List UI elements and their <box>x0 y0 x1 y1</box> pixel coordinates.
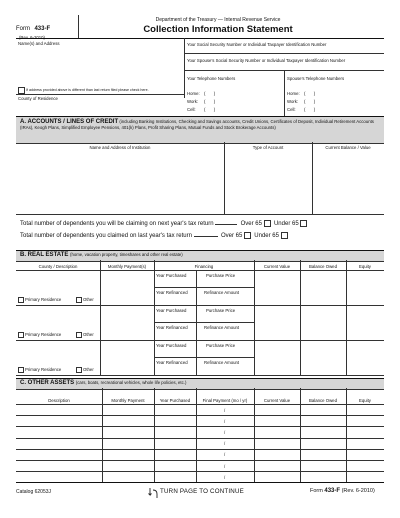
final-payment-slash: / <box>224 418 226 424</box>
refinance-amount-label: Refinance Amount <box>204 290 240 295</box>
section-c-col-monthly: Monthly Payment <box>111 398 145 403</box>
section-c-col-current: Current Value <box>263 398 291 403</box>
section-a-institution-field[interactable] <box>16 162 224 173</box>
primary-residence-checkbox[interactable] <box>18 297 24 303</box>
primary-residence-label: Primary Residence <box>25 332 62 337</box>
footer-form-revision: (Rev. 6-2010) <box>341 488 375 494</box>
refinance-amount-label: Refinance Amount <box>204 325 240 330</box>
section-a-institution-field[interactable] <box>16 172 224 183</box>
final-payment-slash: / <box>224 429 226 435</box>
section-b-col-equity: Equity <box>359 264 371 269</box>
section-a-type-field[interactable] <box>224 162 312 173</box>
footer-form-label: Form <box>310 488 323 494</box>
spouse-home-phone-label: Home: <box>287 91 300 96</box>
financing-divider <box>154 357 254 358</box>
section-a-balance-field[interactable] <box>312 183 384 194</box>
section-b-col-county: County / Description <box>38 264 78 269</box>
section-b-subtitle: (home, vacation property, timeshares and other real estate) <box>70 252 183 257</box>
turn-page-label: TURN PAGE TO CONTINUE <box>160 488 244 495</box>
year-purchased-label: Year Purchased <box>156 308 187 313</box>
year-refinanced-label: Year Refinanced <box>156 290 188 295</box>
section-b-col-financing: Financing <box>194 264 214 269</box>
final-payment-slash: / <box>224 463 226 469</box>
spouse-work-phone-field[interactable]: ( ) <box>304 99 316 104</box>
asset-description-field[interactable] <box>16 404 102 415</box>
other-property-label: Other <box>83 332 94 337</box>
section-c-col-final: Final Payment (mo / yr) <box>202 398 248 403</box>
your-home-phone-label: Home: <box>187 91 200 96</box>
purchase-price-label: Purchase Price <box>206 343 236 348</box>
section-b-header <box>16 250 384 262</box>
page-title: Collection Information Statement <box>143 24 293 35</box>
section-a-type-field[interactable] <box>224 183 312 194</box>
your-work-phone-label: Work: <box>187 99 199 104</box>
final-payment-slash: / <box>224 452 226 458</box>
purchase-price-label: Purchase Price <box>206 308 236 313</box>
other-property-checkbox[interactable] <box>76 367 82 373</box>
real-estate-divider <box>16 305 384 306</box>
section-a-institution-field[interactable] <box>16 151 224 162</box>
section-a-type-field[interactable] <box>224 151 312 162</box>
catalog-number: Catalog 62053J <box>16 489 52 495</box>
last-over65-checkbox[interactable] <box>244 232 251 239</box>
section-a-title: A. ACCOUNTS / LINES OF CREDIT <box>20 119 119 125</box>
dependents-last-year <box>20 232 288 239</box>
section-a-institution-field[interactable] <box>16 193 224 204</box>
financing-split <box>196 340 197 375</box>
section-b-col-monthly: Monthly Payment(s) <box>107 264 147 269</box>
refinance-amount-label: Refinance Amount <box>204 360 240 365</box>
dependents-next-year-label: Total number of dependents you will be claiming on next year's tax return <box>20 221 214 228</box>
asset-description-field[interactable] <box>16 449 102 460</box>
dependents-last-year-label: Total number of dependents you claimed on last year's tax return <box>20 233 192 240</box>
your-cell-phone-field[interactable]: ( ) <box>204 107 216 112</box>
department-name: Department of the Treasury — Internal Revenue Service <box>155 17 281 23</box>
section-b-col-current: Current Value <box>263 264 291 269</box>
asset-description-field[interactable] <box>16 426 102 437</box>
section-a-type-field[interactable] <box>224 204 312 215</box>
asset-description-field[interactable] <box>16 460 102 471</box>
section-a-balance-field[interactable] <box>312 151 384 162</box>
final-payment-slash: / <box>224 474 226 480</box>
section-b-title: B. REAL ESTATE <box>20 252 69 258</box>
section-c-col-equity: Equity <box>359 398 371 403</box>
last-under65-checkbox[interactable] <box>281 232 288 239</box>
real-estate-divider <box>16 375 384 376</box>
next-over65-label: Over 65 <box>240 221 262 228</box>
your-cell-phone-label: Cell: <box>187 107 196 112</box>
your-home-phone-field[interactable]: ( ) <box>204 91 216 96</box>
financing-split <box>196 305 197 340</box>
ssn-label: Your Social Security Number or Individual Taxpayer Identification Number <box>187 42 327 47</box>
spouse-phone-label: Spouse's Telephone Numbers <box>287 76 345 81</box>
purchase-price-label: Purchase Price <box>206 273 236 278</box>
section-a-col-institution: Name and Address of Institution <box>89 145 151 150</box>
county-label: County of Residence <box>18 96 58 101</box>
year-refinanced-label: Year Refinanced <box>156 360 188 365</box>
real-estate-divider <box>16 340 384 341</box>
section-a-balance-field[interactable] <box>312 193 384 204</box>
year-refinanced-label: Year Refinanced <box>156 325 188 330</box>
other-property-label: Other <box>83 297 94 302</box>
section-c-title: C. OTHER ASSETS <box>20 380 75 386</box>
turn-page-icon <box>148 486 158 504</box>
other-property-checkbox[interactable] <box>76 297 82 303</box>
spouse-cell-phone-label: Cell: <box>287 107 296 112</box>
final-payment-slash: / <box>224 407 226 413</box>
last-over65-label: Over 65 <box>220 233 243 240</box>
section-a-type-field[interactable] <box>224 172 312 183</box>
spouse-work-phone-label: Work: <box>287 99 299 104</box>
last-under65-label: Under 65 <box>254 233 279 240</box>
year-purchased-label: Year Purchased <box>156 343 187 348</box>
section-a-institution-field[interactable] <box>16 183 224 194</box>
section-a-balance-field[interactable] <box>312 204 384 215</box>
form-label: Form <box>16 26 30 32</box>
section-a-row-divider <box>16 214 384 215</box>
section-a-header <box>16 116 384 144</box>
asset-description-field[interactable] <box>16 471 102 482</box>
section-c-header <box>16 378 384 390</box>
form-id <box>16 17 136 40</box>
dependents-last-year-field[interactable] <box>194 236 218 237</box>
primary-residence-checkbox[interactable] <box>18 367 24 373</box>
next-under65-label: Under 65 <box>273 221 299 228</box>
section-a-type-field[interactable] <box>224 193 312 204</box>
footer-form-number: 433-F <box>324 488 341 494</box>
form-number: 433-F <box>34 26 51 32</box>
section-a-balance-field[interactable] <box>312 172 384 183</box>
financing-divider <box>154 287 254 288</box>
spouse-ssn-label: Your Spouse's Social Security Number or Individual Taxpayer Identification Number <box>187 58 346 63</box>
footer-form-id <box>310 488 375 494</box>
spouse-home-phone-field[interactable]: ( ) <box>304 91 316 96</box>
section-a-institution-field[interactable] <box>16 204 224 215</box>
primary-residence-label: Primary Residence <box>25 297 62 302</box>
financing-split <box>196 270 197 305</box>
year-purchased-label: Year Purchased <box>156 273 187 278</box>
primary-residence-label: Primary Residence <box>25 367 62 372</box>
your-phone-label: Your Telephone Numbers <box>187 76 236 81</box>
form-revision: (Rev. 6-2010) <box>19 35 45 40</box>
names-address-label: Name(s) and Address <box>18 41 60 46</box>
spouse-cell-phone-field[interactable]: ( ) <box>304 107 316 112</box>
asset-description-field[interactable] <box>16 438 102 449</box>
next-under65-checkbox[interactable] <box>300 220 307 227</box>
section-b-col-owed: Balance Owed <box>309 264 337 269</box>
other-property-checkbox[interactable] <box>76 332 82 338</box>
section-c-subtitle: (cars, boats, recreational vehicles, whole life policies, etc.) <box>75 380 187 385</box>
next-over65-checkbox[interactable] <box>264 220 271 227</box>
dependents-next-year <box>20 220 307 227</box>
primary-residence-checkbox[interactable] <box>18 332 24 338</box>
final-payment-slash: / <box>224 441 226 447</box>
section-a-subtitle: (including Banking Institutions, Checking and Savings accounts, Credit Unions, Certificates of Deposit, Individual Retirement Accounts (IRAs), Keogh Plans, Simplified Employee Pensions, 401(k) Plans, Profit Sharing Plans, Mutual Funds and Stock Brokerage Accounts) <box>20 119 374 131</box>
section-c-col-year: Year Purchased <box>159 398 191 403</box>
address-different-label: If address provided above is different than last return filed please check here. <box>26 88 149 92</box>
your-work-phone-field[interactable]: ( ) <box>204 99 216 104</box>
section-a-col-balance: Current Balance / Value <box>325 145 371 150</box>
address-different-checkbox[interactable] <box>18 87 25 94</box>
section-c-col-description: Description <box>48 398 70 403</box>
financing-divider <box>154 322 254 323</box>
dependents-next-year-field[interactable] <box>215 224 237 225</box>
section-c-col-owed: Balance Owed <box>309 398 337 403</box>
names-address-field[interactable] <box>16 46 182 82</box>
section-a-col-type: Type of Account <box>252 145 284 150</box>
other-property-label: Other <box>83 367 94 372</box>
asset-description-field[interactable] <box>16 415 102 426</box>
county-field[interactable] <box>16 102 182 114</box>
section-a-balance-field[interactable] <box>312 162 384 173</box>
